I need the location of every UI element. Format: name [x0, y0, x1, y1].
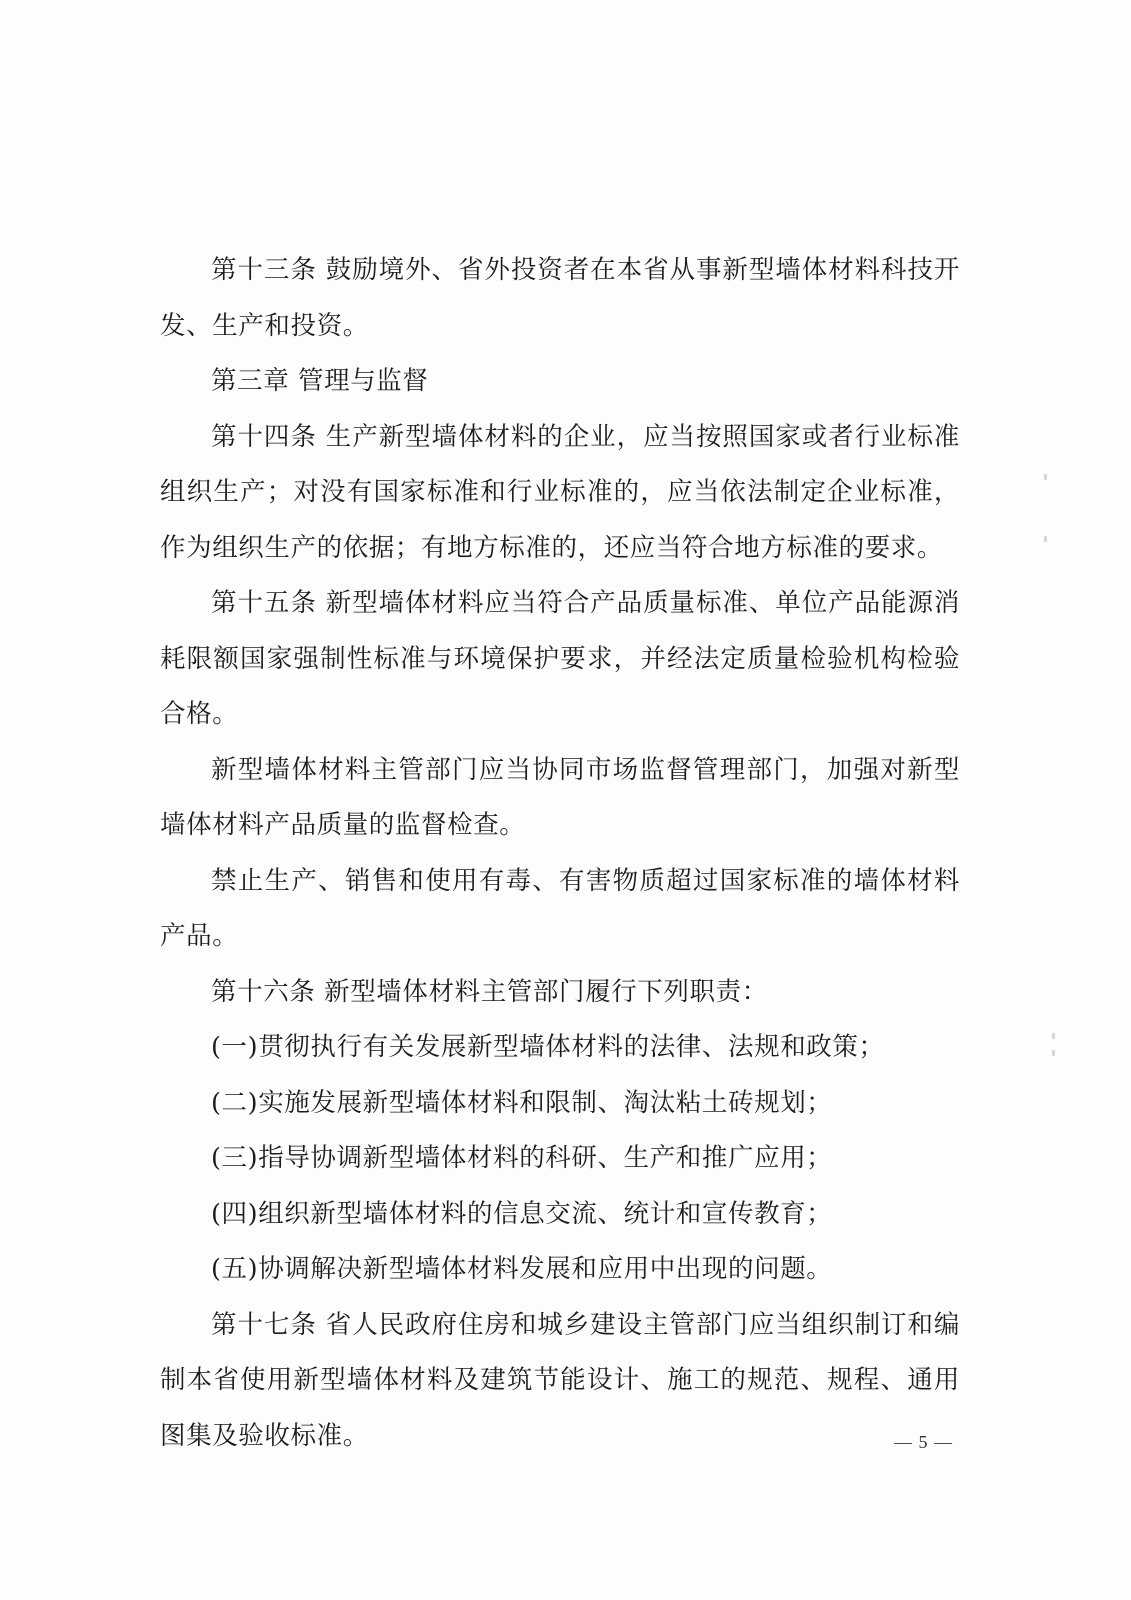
article-16-item-5: (五)协调解决新型墙体材料发展和应用中出现的问题。 [211, 1254, 833, 1284]
article-16-item-1: (一)贯彻执行有关发展新型墙体材料的法律、法规和政策； [211, 1032, 885, 1062]
article-14: 第十四条 生产新型墙体材料的企业，应当按照国家或者行业标准组织生产；对没有国家标准和行业标准的，应当依法制定企业标准，作为组织生产的依据；有地方标准的，还应当符合地方标准的要求。 [160, 421, 960, 563]
article-16-item-3: (三)指导协调新型墙体材料的科研、生产和推广应用； [211, 1143, 833, 1173]
document-body [160, 243, 960, 1464]
article-16-item-4: (四)组织新型墙体材料的信息交流、统计和宣传教育； [211, 1198, 833, 1229]
article-15-clause-2: 新型墙体材料主管部门应当协同市场监督管理部门，加强对新型墙体材料产品质量的监督检查。 [160, 754, 960, 840]
article-13: 第十三条 鼓励境外、省外投资者在本省从事新型墙体材料科技开发、生产和投资。 [160, 255, 960, 341]
scan-speck [1052, 1050, 1055, 1056]
article-15-clause-3: 禁止生产、销售和使用有毒、有害物质超过国家标准的墙体材料产品。 [160, 865, 960, 951]
scan-speck [1052, 1033, 1055, 1039]
article-16-item-2: (二)实施发展新型墙体材料和限制、淘汰粘土砖规划； [211, 1087, 833, 1118]
article-15: 第十五条 新型墙体材料应当符合产品质量标准、单位产品能源消耗限额国家强制性标准与环境保护要求，并经法定质量检验机构检验合格。 [160, 588, 960, 729]
article-17: 第十七条 省人民政府住房和城乡建设主管部门应当组织制订和编制本省使用新型墙体材料及建筑节能设计、施工的规范、规程、通用图集及验收标准。 [160, 1309, 960, 1451]
article-16: 第十六条 新型墙体材料主管部门履行下列职责： [211, 976, 768, 1007]
page-number: — 5 — [894, 1432, 953, 1452]
chapter-3-heading: 第三章 管理与监督 [211, 366, 429, 396]
scan-speck [1044, 536, 1047, 542]
scan-speck [1044, 474, 1047, 480]
